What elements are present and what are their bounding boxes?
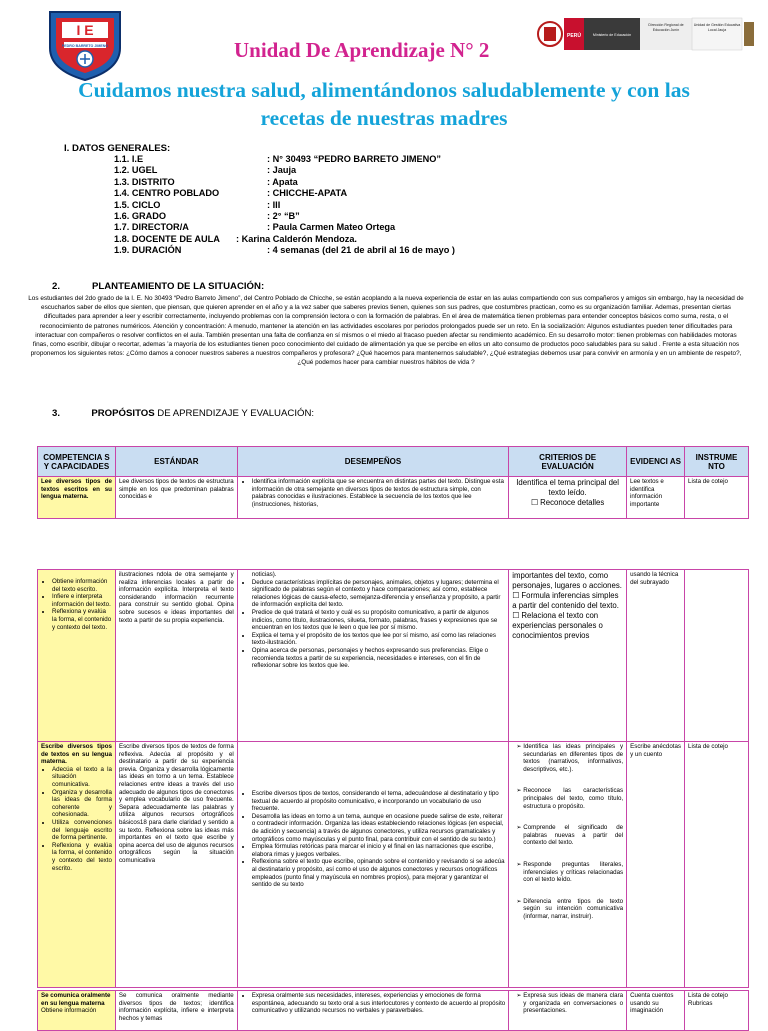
instrumento-lee-cont — [685, 570, 749, 742]
situacion-heading: 2. PLANTEAMIENTO DE LA SITUACIÓN: — [52, 281, 265, 292]
situacion-paragraph: Los estudiantes del 2do grado de la I. E. No 30493 “Pedro Barreto Jimeno”, del Centro Poblado de Chicche, se están acoplando a la nueva experiencia de estar en las aulas compartiendo con sus compañeros y amigos sin embargo, hay la necesidad de escucharlos saber de ellos que sienten, que piensan, que quieren aprender en el año y a la vez saber que saberes previos tienen, quienes son sus padres, que costumbres practican, como es su organización familiar. Ademas, presentan ciertas dificultades para aprender a leer y escribir correctamente, incluyendo problemas con la comprensión lectora o con la formación de palabras. En el área de matemática tienen problemas para entender conceptos básicos como suma, resta, o el reconocimiento de patrones numéricos. Atención y concentración: A menudo, mantener la atención en las actividades escolares por periodos prolongados puede ser un reto. En la socialización: Algunos estudiantes pueden tener dificultades para interactuar con compañeros o resolver conflictos en el aula. También presentan una falta de confianza en sí mismos o el miedo al fracaso pueden afectar su rendimiento académico. En su desarrollo motor: tienen problemas con habilidades motoras finas, como escribir, dibujar o recortar, ademas ’a mayoría de los estudiantes tienen poco conocimiento del cuidado de alimentación ya que se percibe en ellos un alto consumo de productos poco saludables para su salud . Frente a esta situación nos proponemos los siguientes retos: ¿Cómo damos a conocer nuestros saberes a nuestros compañeros y profesora? ¿Qué hacemos para mantenernos saludable?, ¿Qué estrategias debemos usar para convivir en armonía y en un ambiente de respeto?, ¿Qué podemos hacer para cambiar nuestros hábitos de vida ? — [28, 295, 744, 367]
propositos-table-part2 — [37, 569, 749, 988]
competencia-lee: Lee diversos tipos de textos escritos en su lengua materna. — [38, 477, 116, 519]
estandar-lee-cont: ilustraciones ndola de otra semejante y realiza inferencias locales a partir de información explícita. Interpreta el texto considerando información recurrente para construir su sentido global. Opina sobre sucesos e ideas importantes del texto a partir de su propia experiencia. — [115, 570, 237, 742]
instrumento-escribe: Lista de cotejo — [685, 742, 749, 988]
instrumento-lee: Lista de cotejo — [685, 477, 749, 519]
competencia-escribe: Escribe diversos tipos de textos en su lengua materna. • Adecúa el texto a la situación comunicativa. • Organiza y desarrolla las ideas de forma coherente y cohesionada. • Utiliza convenciones del lenguaje escrito de forma pertinente. • Reflexiona y evalúa la forma, el contenido y contexto del texto escrito. — [38, 742, 116, 988]
crest-caption: PEDRO BARRETO JIMENO — [61, 44, 109, 48]
desempenos-escribe: • Escribe diversos tipos de textos, considerando el tema, adecuándose al destinatario y tipo textual de acuerdo al propósito comunicativo, e incorporando un vocabulario de uso frecuente. • Desarrolla las ideas en torno a un tema, aunque en ocasione puede salirse de este, reiterar o contradecir información. Organiza las ideas estableciendo relaciones lógicas (en especial, de adición y secuencia) a través de algunos conectores, y utiliza recursos gramaticales y ortográficos como mayúsculas y el punto final, para contribuir con el sentido de su texto.) • Emplea fórmulas retóricas para marcar el inicio y el final en las narraciones que escribe, elabora rimas y juegos verbales. • Reflexiona sobre el texto que escribe, opinando sobre el contenido y revisando si se adecúa al destinatario y propósito, así como el uso de algunos conectores y recursos ortográficos empleados (punto final y mayúscula en nombres propios), para mejorar y garantizar el sentido de su texto — [237, 742, 509, 988]
header-competencias: COMPETENCIA S Y CAPACIDADES — [38, 447, 116, 477]
propositos-table-part1 — [37, 446, 749, 519]
gov-ministry-label: Ministerio de Educación — [592, 33, 632, 37]
unit-headline: Cuidamos nuestra salud, alimentándonos saludablemente y con las recetas de nuestras madres — [78, 78, 690, 130]
propositos-heading: 3. PROPÓSITOS DE APRENDIZAJE Y EVALUACIÓN: — [52, 408, 315, 419]
desempeno-lee: • Identifica información explícita que se encuentra en distintas partes del texto. Distingue esta información de otra semejante en diversos tipos de textos de estructura simple, con palabras conocidas e ilustraciones. Establece la secuencia de los textos que lee (instrucciones, historias, — [237, 477, 508, 519]
evidencia-lee: Lee textos e identifica información importante — [627, 477, 685, 519]
criterios-escribe: ➢ Identifica las ideas principales y secundarias en diferentes tipos de textos (narrativos, informativos, descriptivos, etc.). ➢ Reconoce las características principales del texto, como título, estructura o propósito. ➢ Comprende el significado de palabras nuevas a partir del contexto del texto. ➢ Responde preguntas literales, inferenciales y críticas relacionadas con el texto leído. ➢ Diferencia entre tipos de texto según su intención comunicativa (informar, narrar, instruir). — [509, 742, 627, 988]
ugel-emblem-icon — [744, 22, 754, 46]
criterios-lee-cont: importantes del texto, como personajes, lugares o acciones. ☐ Formula inferencias simples a partir del contenido del texto. ☐ Relaciona el texto con experiencias personales o conocimientos previos — [509, 570, 627, 742]
desempeno-oral: • Expresa oralmente sus necesidades, intereses, experiencias y emociones de forma espontánea, adecuando su texto oral a sus interlocutores y contexto de acuerdo al propósito comunicativo y utilizando recursos no verbales y paraverbales. — [237, 991, 509, 1031]
government-logos — [536, 14, 756, 54]
header-criterios: CRITERIOS DE EVALUACIÓN — [509, 447, 627, 477]
datos-generales — [64, 143, 455, 264]
instrumento-oral: Lista de cotejo Rubricas — [685, 991, 749, 1031]
header-estandar: ESTÁNDAR — [115, 447, 237, 477]
datos-list: 1.1. I.E : N° 30493 “PEDRO BARRETO JIMENO” 1.2. UGEL : Jauja 1.3. DISTRITO : Apata 1.4. CENTRO POBLADO : CHICCHE-APATA 1.5. CICLO : III 1.6. GRADO : 2° “B” 1.7. DIRECTOR/A : Paula Carmen Mateo Ortega 1.8. DOCENTE DE AULA : Karina Calderón Mendoza. 1.9. DURACIÓN : 4 semanas (del 21 de abril al 16 de mayo ) — [114, 154, 455, 256]
criterio-oral: ➢ Expresa sus ideas de manera clara y organizada en conversaciones o presentaciones. — [509, 991, 627, 1031]
header-evidencias: EVIDENCI AS — [627, 447, 685, 477]
estandar-oral: Se comunica oralmente mediante diversos tipos de textos; identifica información explícita, infiere e interpreta hechos y temas — [115, 991, 237, 1031]
gov-dre-label: Dirección Regional de Educación Junín — [648, 23, 684, 32]
unit-title: Unidad De Aprendizaje N° 2 — [234, 38, 490, 62]
evidencia-lee-cont: usando la técnica del subrayado — [627, 570, 685, 742]
datos-heading: I. DATOS GENERALES: — [64, 143, 171, 154]
school-crest-logo — [44, 8, 126, 82]
evidencia-oral: Cuenta cuentos usando su imaginación — [627, 991, 685, 1031]
propositos-table-part3 — [37, 990, 749, 1031]
competencia-oral: Se comunica oralmente en su lengua materna Obtiene información — [38, 991, 116, 1031]
estandar-lee: Lee diversos tipos de textos de estructura simple en los que predominan palabras conocidas e — [115, 477, 237, 519]
desempenos-lee-cont: noticias). • Deduce características implícitas de personajes, animales, objetos y lugares; determina el significado de palabras según el contexto y hace comparaciones; así como, establece relaciones lógicas de causa-efecto, semejanza-diferencia y enseñanza y propósito, a partir de información explícita del texto. • Predice de qué tratará el texto y cuál es su propósito comunicativo, a partir de algunos indicios, como título, ilustraciones, silueta, formato, palabras, frases y expresiones que se encuentran en los textos que le leen o que lee por sí mismo. • Explica el tema y el propósito de los textos que lee por sí mismo, así como las relaciones texto-ilustración. • Opina acerca de personas, personajes y hechos expresando sus preferencias. Elige o recomienda textos a partir de su experiencia, necesidades e intereses, con el fin de reflexionar sobre los textos que lee. — [237, 570, 509, 742]
header-desempenos: DESEMPEÑOS — [237, 447, 508, 477]
gov-peru-label: PERÚ — [567, 33, 581, 39]
estandar-escribe: Escribe diversos tipos de textos de forma reflexiva. Adecúa al propósito y el destinatario a partir de su experiencia previa. Organiza y desarrolla lógicamente las ideas en torno a un tema. Establece relaciones entre ideas a través del uso adecuado de algunos tipos de conectores y emplea vocabulario de uso frecuente. Separa adecuadamente las palabras y utiliza algunos recursos ortográficos básicos18 para darle claridad y sentido a su texto. Reflexiona sobre las ideas más importantes en el texto que escribe y opina acerca del uso de algunos recursos ortográficos según la situación comunicativa — [115, 742, 237, 988]
criterio-lee: Identifica el tema principal del texto leído. ☐ Reconoce detalles — [509, 477, 627, 519]
header-instrumento: INSTRUME NTO — [685, 447, 749, 477]
crest-letters: I E — [76, 22, 94, 38]
gov-ugel-label: Unidad de Gestión Educativa Local Jauja — [693, 23, 741, 32]
capacidades-lee: • Obtiene información del texto escrito. • Infiere e interpreta información del texto. • Reflexiona y evalúa la forma, el contenido y contexto del texto. — [38, 570, 116, 742]
evidencia-escribe: Escribe anécdotas y un cuento — [627, 742, 685, 988]
